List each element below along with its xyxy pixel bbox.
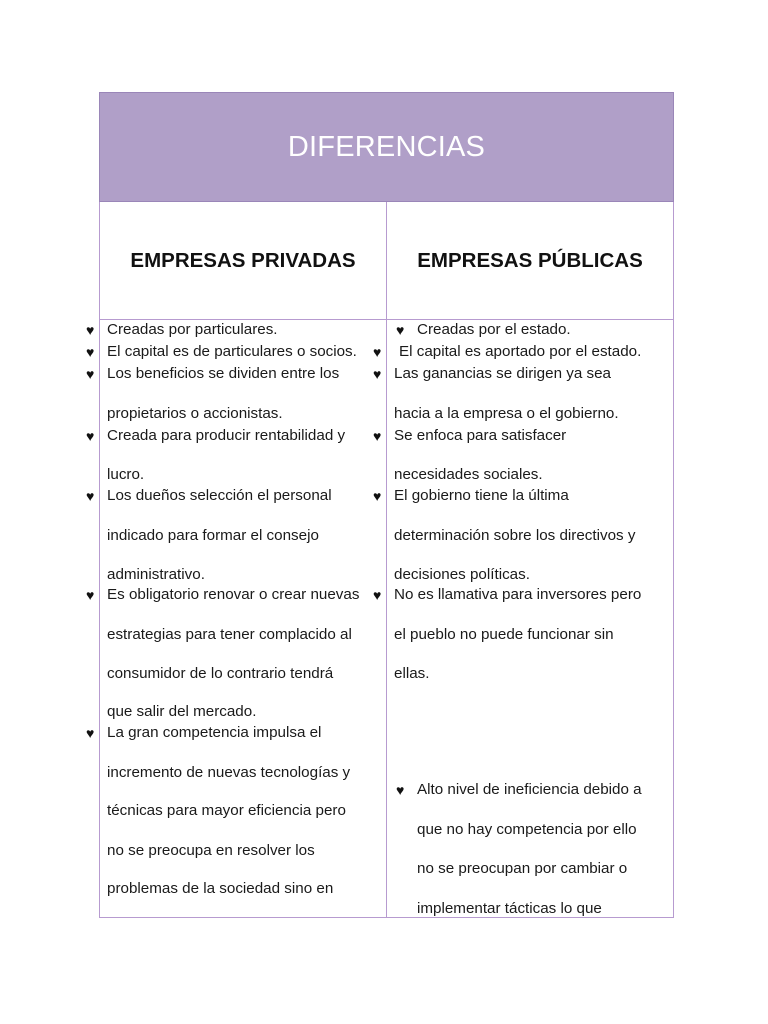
privadas-item-2-line: El capital es de particulares o socios. — [107, 343, 357, 360]
privadas-item-7-line: no se preocupa en resolver los — [107, 842, 315, 859]
privadas-item-5-line: Los dueños selección el personal — [107, 487, 332, 504]
publicas-item-7-line: Alto nivel de ineficiencia debido a — [417, 781, 642, 798]
privadas-item-5-line: indicado para formar el consejo — [107, 527, 319, 544]
heart-bullet-icon: ♥ — [86, 428, 95, 444]
heart-bullet-icon: ♥ — [86, 725, 95, 741]
column-header-publicas: EMPRESAS PÚBLICAS — [417, 248, 643, 272]
publicas-item-6-line: el pueblo no puede funcionar sin — [394, 626, 614, 643]
privadas-item-6-line: que salir del mercado. — [107, 703, 257, 720]
table-border-right — [673, 202, 674, 918]
heart-bullet-icon: ♥ — [373, 344, 382, 360]
heart-bullet-icon: ♥ — [396, 782, 405, 798]
publicas-item-2-line: El capital es aportado por el estado. — [399, 343, 642, 360]
publicas-item-3-line: Las ganancias se dirigen ya sea — [394, 365, 611, 382]
privadas-item-7-line: incremento de nuevas tecnologías y — [107, 764, 351, 781]
privadas-item-3-line: Los beneficios se dividen entre los — [107, 365, 340, 382]
heart-bullet-icon: ♥ — [86, 366, 95, 382]
privadas-item-3-line: propietarios o accionistas. — [107, 405, 283, 422]
publicas-item-5-line: determinación sobre los directivos y — [394, 527, 636, 544]
heart-bullet-icon: ♥ — [373, 488, 382, 504]
publicas-item-7-line: no se preocupan por cambiar o — [417, 860, 628, 877]
column-header-privadas: EMPRESAS PRIVADAS — [130, 248, 356, 272]
privadas-item-6-line: Es obligatorio renovar o crear nuevas — [107, 586, 360, 603]
publicas-item-5-line: El gobierno tiene la última — [394, 487, 569, 504]
privadas-item-6-line: consumidor de lo contrario tendrá — [107, 665, 334, 682]
heart-bullet-icon: ♥ — [86, 587, 95, 603]
document-title: DIFERENCIAS — [287, 130, 486, 163]
publicas-item-1-line: Creadas por el estado. — [417, 321, 571, 338]
privadas-item-7-line: La gran competencia impulsa el — [107, 724, 322, 741]
publicas-item-5-line: decisiones políticas. — [394, 566, 530, 583]
privadas-item-1-line: Creadas por particulares. — [107, 321, 278, 338]
publicas-item-7-line: que no hay competencia por ello — [417, 821, 637, 838]
privadas-item-7-line: problemas de la sociedad sino en — [107, 880, 334, 897]
table-row-divider — [99, 319, 674, 320]
heart-bullet-icon: ♥ — [86, 488, 95, 504]
heart-bullet-icon: ♥ — [396, 322, 405, 338]
heart-bullet-icon: ♥ — [373, 587, 382, 603]
privadas-item-6-line: estrategias para tener complacido al — [107, 626, 352, 643]
publicas-item-4-line: Se enfoca para satisfacer — [394, 427, 567, 444]
publicas-item-6-line: No es llamativa para inversores pero — [394, 586, 642, 603]
publicas-item-7-line: implementar tácticas lo que — [417, 900, 602, 917]
publicas-item-4-line: necesidades sociales. — [394, 466, 543, 483]
privadas-item-4-line: Creada para producir rentabilidad y — [107, 427, 346, 444]
privadas-item-4-line: lucro. — [107, 466, 145, 483]
heart-bullet-icon: ♥ — [373, 366, 382, 382]
privadas-item-5-line: administrativo. — [107, 566, 205, 583]
heart-bullet-icon: ♥ — [86, 322, 95, 338]
heart-bullet-icon: ♥ — [373, 428, 382, 444]
heart-bullet-icon: ♥ — [86, 344, 95, 360]
title-band — [99, 92, 674, 202]
privadas-item-7-line: técnicas para mayor eficiencia pero — [107, 802, 346, 819]
publicas-item-3-line: hacia a la empresa o el gobierno. — [394, 405, 619, 422]
publicas-item-6-line: ellas. — [394, 665, 430, 682]
